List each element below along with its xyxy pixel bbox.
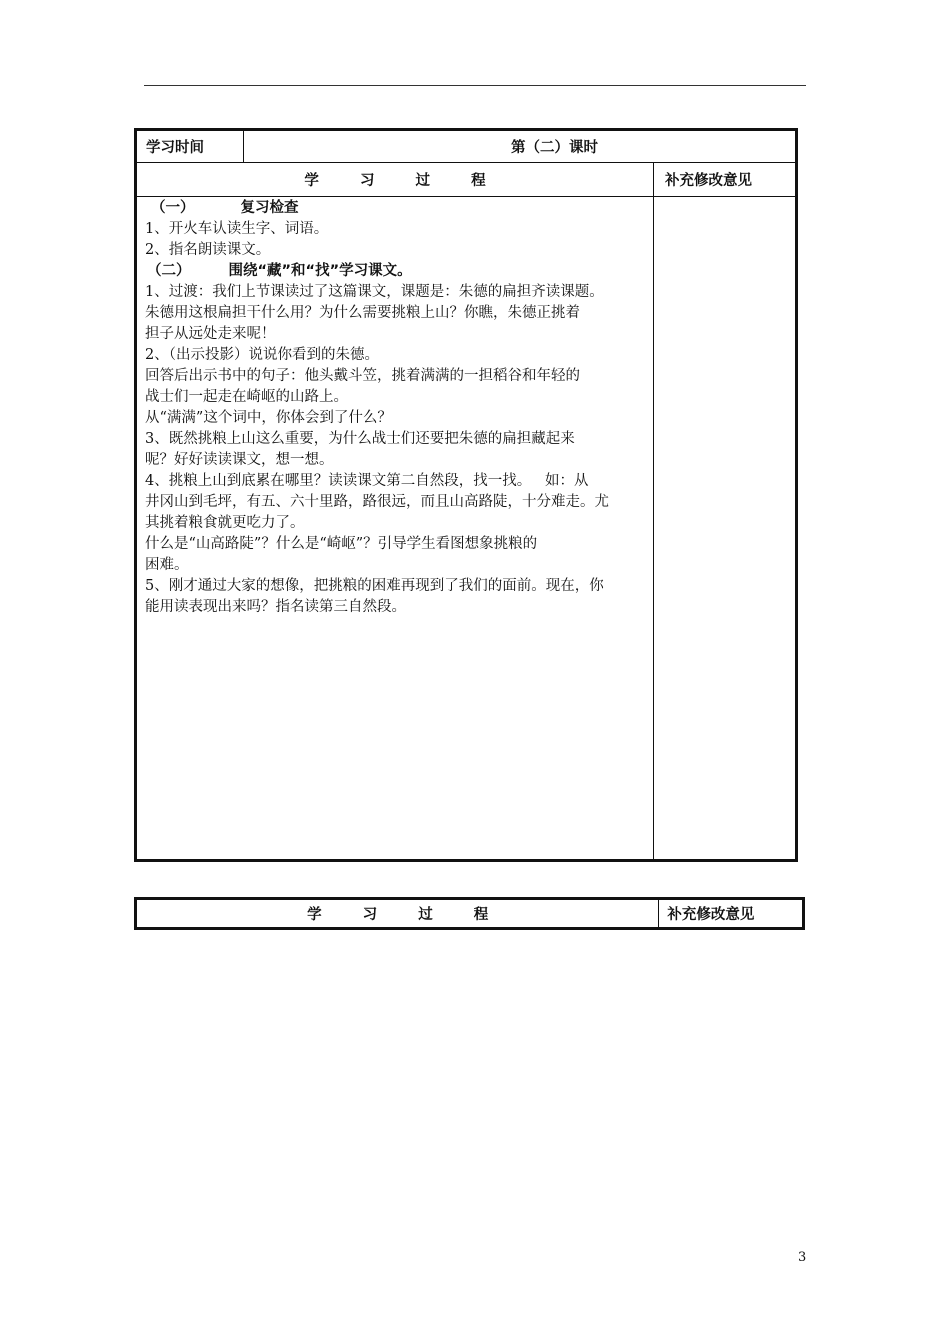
content-line: 朱德用这根扁担干什么用？为什么需要挑粮上山？你瞧，朱德正挑着 xyxy=(145,305,580,321)
notes-header: 补充修改意见 xyxy=(659,899,804,929)
content-line: 从“满满”这个词中，你体会到了什么？ xyxy=(145,410,392,426)
content-line: 呢？好好读读课文，想一想。 xyxy=(145,452,334,468)
content-line: 2、（出示投影）说说你看到的朱德。 xyxy=(145,347,379,363)
content-line: 其挑着粮食就更吃力了。 xyxy=(145,515,305,531)
notes-header: 补充修改意见 xyxy=(654,163,797,197)
process-header: 学 习 过 程 xyxy=(136,163,654,197)
content-line: 5、刚才通过大家的想像，把挑粮的困难再现到了我们的面前。现在，你 xyxy=(145,578,604,594)
section-heading: （一） 复习检查 xyxy=(151,200,299,216)
process-header-row xyxy=(136,899,804,929)
content-line: 4、挑粮上山到底累在哪里？读读课文第二自然段，找一找。 如：从 xyxy=(145,473,589,489)
content-line: 1、过渡：我们上节课读过了这篇课文，课题是：朱德的扁担齐读课题。 xyxy=(145,284,604,300)
content-line: 能用读表现出来吗？指名读第三自然段。 xyxy=(145,599,406,615)
notes-content xyxy=(654,197,797,861)
lesson-plan-table-continued xyxy=(134,897,805,930)
content-line: 战士们一起走在崎岖的山路上。 xyxy=(145,389,348,405)
lesson-plan-table xyxy=(134,128,798,862)
content-line: 困难。 xyxy=(145,557,189,573)
content-line: 什么是“山高路陡”？什么是“崎岖”？引导学生看图想象挑粮的 xyxy=(145,536,538,552)
process-header-row xyxy=(136,163,797,197)
lesson-label: 第（二）课时 xyxy=(244,130,797,163)
content-line: 2、指名朗读课文。 xyxy=(145,242,271,258)
section-heading: （二） 围绕“藏”和“找”学习课文。 xyxy=(147,263,412,279)
time-label: 学习时间 xyxy=(136,130,244,163)
content-line: 担子从远处走来呢！ xyxy=(145,326,276,342)
process-header: 学 习 过 程 xyxy=(136,899,659,929)
lesson-time-row xyxy=(136,130,797,163)
content-line: 井冈山到毛坪，有五、六十里路，路很远，而且山高路陡，十分难走。尤 xyxy=(145,494,609,510)
content-line: 3、既然挑粮上山这么重要，为什么战士们还要把朱德的扁担藏起来 xyxy=(145,431,575,447)
content-line: 1、开火车认读生字、词语。 xyxy=(145,221,329,237)
process-content xyxy=(136,197,654,861)
header-rule xyxy=(144,85,806,86)
content-row xyxy=(136,197,797,861)
page-number: 3 xyxy=(798,1250,807,1265)
content-line: 回答后出示书中的句子：他头戴斗笠，挑着满满的一担稻谷和年轻的 xyxy=(145,368,580,384)
